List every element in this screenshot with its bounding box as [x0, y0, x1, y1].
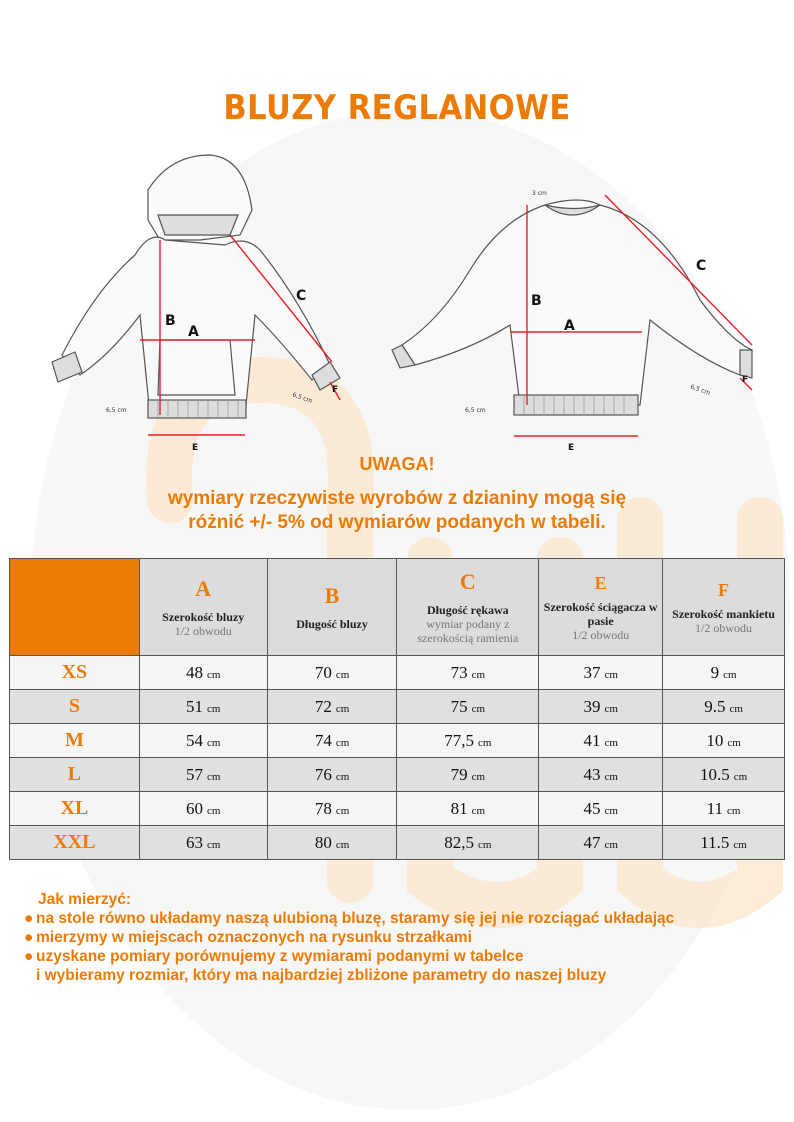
unit: cm: [471, 702, 486, 715]
col-sub: wymiar podany z szerokością ramienia: [417, 617, 519, 645]
sweatshirt-waist-height: 6,5 cm: [465, 407, 486, 414]
col-letter: B: [324, 583, 340, 608]
value-cell: [139, 724, 267, 758]
col-name: Długość rękawa: [427, 603, 509, 617]
unit: cm: [335, 770, 350, 783]
value-cell: [397, 792, 539, 826]
value-cell: [139, 792, 267, 826]
instruction-text: na stole równo układamy naszą ulubioną bluzę, staramy się jej nie rozciągać układając: [36, 910, 675, 927]
sweatshirt-label-c: C: [696, 258, 707, 274]
hoodie-label-f: F: [332, 385, 339, 395]
unit: cm: [335, 804, 350, 817]
value-cell: [663, 758, 785, 792]
unit: cm: [733, 838, 747, 851]
value: 10.5: [699, 764, 730, 784]
size-table: [9, 558, 785, 860]
size-table-header: [10, 559, 785, 656]
value-cell: [267, 792, 397, 826]
table-row: [10, 724, 785, 758]
hoodie-label-c: C: [296, 288, 307, 304]
value-cell: [539, 690, 663, 724]
value-cell: [397, 758, 539, 792]
sweatshirt-label-a: A: [564, 318, 575, 334]
value-cell: [267, 758, 397, 792]
col-letter: E: [594, 572, 607, 593]
instructions-title: Jak mierzyć:: [38, 891, 132, 908]
value-cell: [397, 690, 539, 724]
value-cell: [397, 656, 539, 690]
warning-title: UWAGA!: [359, 454, 435, 474]
col-sub: 1/2 obwodu: [695, 620, 753, 635]
col-name: Szerokość ściągacza w pasie: [543, 599, 658, 628]
unit: cm: [335, 702, 350, 715]
header-col-f: [663, 559, 785, 656]
header-col-e: [539, 559, 663, 656]
unit: cm: [604, 736, 618, 749]
value: 39: [583, 696, 601, 716]
sweatshirt-label-e: E: [568, 443, 575, 453]
value: 47: [583, 832, 601, 852]
col-letter: C: [459, 569, 476, 594]
value: 41: [583, 730, 601, 750]
instruction-item: [24, 928, 784, 947]
table-row: [10, 690, 785, 724]
unit: cm: [604, 770, 618, 783]
hoodie-label-e: E: [192, 443, 199, 453]
value: 9.5: [704, 696, 726, 716]
col-sub: 1/2 obwodu: [572, 627, 630, 642]
value: 57: [186, 764, 203, 784]
value-cell: [539, 792, 663, 826]
instruction-continuation: i wybieramy rozmiar, który ma najbardziej zbliżone parametry do naszej bluzy: [36, 967, 607, 984]
value: 78: [314, 798, 332, 818]
hoodie-drawing: [52, 155, 340, 418]
instruction-text: uzyskane pomiary porównujemy z wymiarami podanymi w tabelce: [36, 948, 524, 965]
size-diagram: [40, 150, 780, 460]
header-corner: [10, 559, 140, 656]
unit: cm: [471, 770, 486, 783]
hoodie-label-b: B: [165, 313, 176, 329]
table-row: [10, 792, 785, 826]
col-letter: A: [195, 576, 212, 601]
unit: cm: [604, 702, 618, 715]
col-sub: 1/2 obwodu: [174, 624, 232, 638]
size-label: S: [10, 690, 140, 724]
unit: cm: [207, 736, 221, 749]
sweatshirt-drawing: [392, 200, 752, 415]
size-label: XS: [10, 656, 140, 690]
value: 45: [583, 798, 601, 818]
unit: cm: [478, 736, 492, 749]
page-title: BLUZY REGLANOWE: [223, 88, 571, 128]
header-col-c: [397, 559, 539, 656]
sweatshirt-label-f: F: [742, 375, 749, 385]
value-cell: [539, 724, 663, 758]
unit: cm: [604, 838, 618, 851]
hoodie-label-a: A: [188, 324, 199, 340]
value: 77,5: [444, 730, 474, 750]
unit: cm: [335, 668, 350, 681]
value-cell: [539, 656, 663, 690]
value-cell: [397, 724, 539, 758]
value-cell: [663, 724, 785, 758]
value-cell: [663, 690, 785, 724]
value: 54: [186, 730, 203, 750]
col-letter: F: [718, 579, 730, 600]
value: 48: [186, 662, 203, 682]
hoodie-waist-height: 6,5 cm: [106, 407, 127, 414]
unit: cm: [471, 668, 486, 681]
table-row: [10, 758, 785, 792]
value: 37: [583, 662, 601, 682]
warning-line-1: wymiary rzeczywiste wyrobów z dzianiny mogą się: [167, 488, 627, 509]
header-col-b: [267, 559, 397, 656]
size-label: XL: [10, 792, 140, 826]
col-name: Szerokość mankietu: [672, 606, 775, 621]
table-row: [10, 826, 785, 860]
unit: cm: [471, 804, 486, 817]
value-cell: [267, 724, 397, 758]
unit: cm: [604, 668, 618, 681]
unit: cm: [207, 838, 221, 851]
value-cell: [267, 656, 397, 690]
bullet-icon: ●: [24, 929, 34, 946]
sweatshirt-cuff-height: 6,5 cm: [689, 383, 712, 397]
size-label: XXL: [10, 826, 140, 860]
size-label: M: [10, 724, 140, 758]
measuring-instructions: [24, 890, 784, 985]
unit: cm: [729, 702, 743, 715]
value: 10: [706, 730, 724, 750]
warning-line-2: różnić +/- 5% od wymiarów podanych w tabeli.: [188, 512, 606, 533]
value-cell: [139, 690, 267, 724]
unit: cm: [733, 770, 748, 783]
unit: cm: [727, 804, 741, 817]
table-row: [10, 656, 785, 690]
value: 60: [186, 798, 203, 818]
unit: cm: [723, 668, 737, 681]
instruction-text: mierzymy w miejscach oznaczonych na rysunku strzałkami: [36, 929, 472, 946]
value: 63: [186, 832, 203, 852]
sweatshirt-collar-height: 3 cm: [532, 190, 547, 197]
header-col-a: [139, 559, 267, 656]
value: 70: [314, 662, 332, 682]
value-cell: [139, 656, 267, 690]
value-cell: [267, 826, 397, 860]
value: 73: [450, 662, 468, 682]
instruction-item: [24, 909, 784, 928]
unit: cm: [207, 770, 221, 783]
value-cell: [139, 826, 267, 860]
value: 76: [314, 764, 332, 784]
value-cell: [663, 826, 785, 860]
value-cell: [139, 758, 267, 792]
value: 9: [710, 662, 720, 682]
unit: cm: [478, 838, 492, 851]
unit: cm: [335, 736, 350, 749]
value-cell: [539, 758, 663, 792]
warning-notice: [0, 454, 794, 535]
value-cell: [663, 792, 785, 826]
value: 80: [314, 832, 332, 852]
col-name: Długość bluzy: [296, 617, 368, 631]
value: 51: [186, 696, 203, 716]
unit: cm: [207, 804, 221, 817]
value: 82,5: [444, 832, 474, 852]
value: 79: [450, 764, 468, 784]
bullet-icon: ●: [24, 910, 34, 927]
unit: cm: [335, 838, 350, 851]
col-name: Szerokość bluzy: [162, 610, 245, 624]
value: 11.5: [700, 832, 730, 852]
value: 72: [314, 696, 332, 716]
value-cell: [397, 826, 539, 860]
unit: cm: [207, 702, 221, 715]
value-cell: [663, 656, 785, 690]
value-cell: [267, 690, 397, 724]
hoodie-cuff-height: 6,5 cm: [291, 391, 314, 405]
unit: cm: [727, 736, 741, 749]
unit: cm: [604, 804, 618, 817]
size-label: L: [10, 758, 140, 792]
value: 75: [450, 696, 468, 716]
value: 11: [706, 798, 724, 818]
instruction-item: [24, 947, 784, 966]
value: 43: [583, 764, 601, 784]
value: 81: [450, 798, 468, 818]
value: 74: [314, 730, 332, 750]
value-cell: [539, 826, 663, 860]
bullet-icon: ●: [24, 948, 34, 965]
sweatshirt-label-b: B: [531, 293, 542, 309]
unit: cm: [207, 668, 221, 681]
